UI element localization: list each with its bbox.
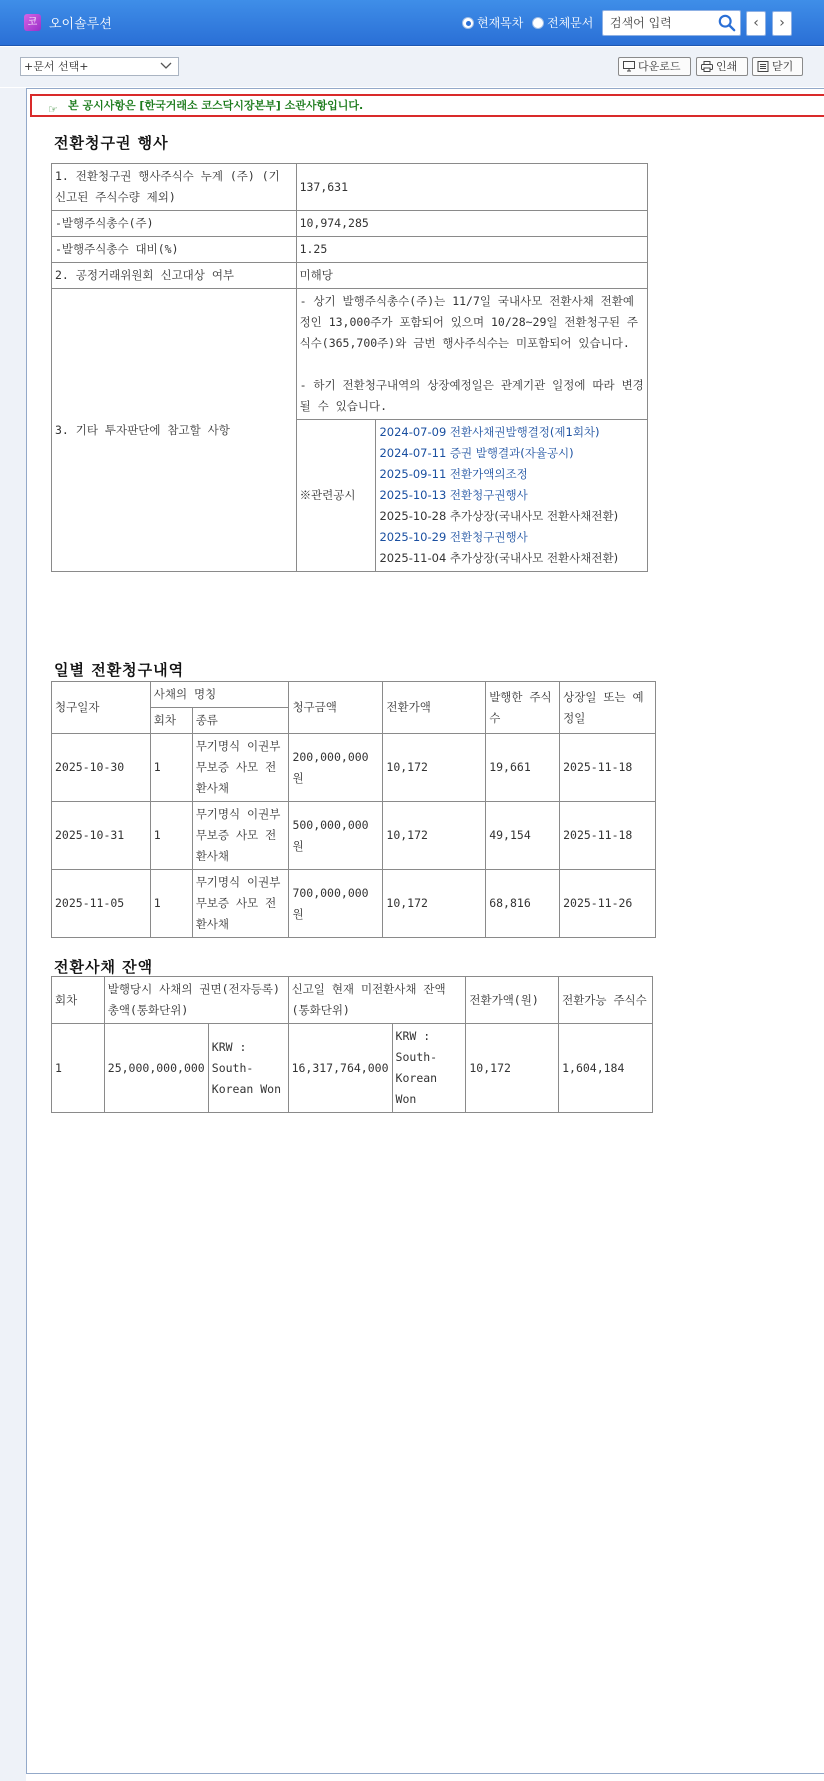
col-header: 상장일 또는 예정일 <box>560 682 656 734</box>
monitor-download-icon <box>623 61 635 72</box>
related-link[interactable]: 2024-07-11 증권 발행결과(자율공시) <box>379 446 574 460</box>
cell-kind: 무기명식 이권부 무보증 사모 전환사채 <box>192 870 289 938</box>
cell-listing: 2025-11-26 <box>560 870 656 938</box>
table-row <box>52 289 648 420</box>
cell-kind: 무기명식 이권부 무보증 사모 전환사채 <box>192 734 289 802</box>
cell-date: 2025-11-05 <box>52 870 151 938</box>
document-close-icon <box>757 61 769 72</box>
app-title: 오이솔루션 <box>49 17 112 32</box>
table-row <box>52 734 656 802</box>
related-link[interactable]: 2024-07-09 전환사채권발행결정(제1회차) <box>379 425 600 439</box>
search-icon[interactable] <box>718 14 736 32</box>
toolbar <box>0 47 824 87</box>
table-header-row <box>52 682 656 708</box>
cell-issue-amount: 25,000,000,000 <box>104 1024 208 1113</box>
col-header: 신고일 현재 미전환사채 잔액 (통화단위) <box>288 977 466 1024</box>
search-input[interactable] <box>603 11 715 35</box>
daily-claims-table <box>51 681 656 938</box>
cell-remaining-amount: 16,317,764,000 <box>288 1024 392 1113</box>
related-link[interactable]: 2025-09-11 전환가액의조정 <box>379 467 528 481</box>
col-header: 사채의 명칭 <box>150 682 289 708</box>
row-value: 미해당 <box>296 263 647 289</box>
search-box <box>602 10 741 36</box>
col-header: 발행당시 사채의 권면(전자등록)총액(통화단위) <box>104 977 288 1024</box>
table-row <box>52 1024 653 1113</box>
cell-date: 2025-10-31 <box>52 802 151 870</box>
cell-round: 1 <box>52 1024 105 1113</box>
app-logo-icon: 코 <box>24 14 41 31</box>
cell-amount: 500,000,000원 <box>289 802 383 870</box>
cell-shares: 68,816 <box>486 870 560 938</box>
cell-shares: 49,154 <box>486 802 560 870</box>
document-select-value: +문서 선택+ <box>24 60 89 73</box>
bond-balance-table <box>51 976 653 1113</box>
col-header: 전환가액 <box>383 682 486 734</box>
section-title-conversion-claim: 전환청구권 행사 <box>54 134 169 152</box>
conversion-claim-table <box>51 163 648 572</box>
related-link[interactable]: 2025-10-13 전환청구권행사 <box>379 488 528 502</box>
col-header: 회차 <box>52 977 105 1024</box>
row-label: -발행주식총수(주) <box>52 211 297 237</box>
viewer-left-margin <box>0 88 26 1781</box>
col-header: 회차 <box>150 708 192 734</box>
close-button[interactable] <box>752 57 803 76</box>
radio-checked-icon <box>462 17 474 29</box>
cell-listing: 2025-11-18 <box>560 734 656 802</box>
printer-icon <box>701 61 713 72</box>
col-header: 청구금액 <box>289 682 383 734</box>
prev-button[interactable]: ‹ <box>746 11 766 36</box>
section-title-bond-balance: 전환사채 잔액 <box>54 958 154 976</box>
cell-shares: 19,661 <box>486 734 560 802</box>
cell-round: 1 <box>150 802 192 870</box>
notice-banner <box>30 94 824 117</box>
other-notes-cell <box>296 289 647 420</box>
radio-current-toc[interactable] <box>462 14 523 31</box>
close-label: 닫기 <box>772 60 794 73</box>
row-label: 1. 전환청구권 행사주식수 누계 (주) (기 신고된 주식수량 제외) <box>52 164 297 211</box>
download-label: 다운로드 <box>638 60 681 73</box>
print-button[interactable] <box>696 57 748 76</box>
radio-all-label: 전체문서 <box>547 16 594 30</box>
cell-kind: 무기명식 이권부 무보증 사모 전환사채 <box>192 802 289 870</box>
related-link[interactable]: 2025-10-29 전환청구권행사 <box>379 530 528 544</box>
app-header <box>0 0 824 46</box>
radio-current-label: 현재목차 <box>477 16 524 30</box>
col-header: 종류 <box>192 708 289 734</box>
pointing-hand-icon: ☞ <box>48 103 58 116</box>
col-header: 발행한 주식수 <box>486 682 560 734</box>
cell-price: 10,172 <box>383 802 486 870</box>
cell-price: 10,172 <box>383 870 486 938</box>
cell-round: 1 <box>150 870 192 938</box>
col-header: 청구일자 <box>52 682 151 734</box>
table-row <box>52 211 648 237</box>
other-note-2: - 하기 전환청구내역의 상장예정일은 관계기관 일정에 따라 변경 될 수 있습니다. <box>299 378 644 413</box>
other-note-1: - 상기 발행주식총수(주)는 11/7일 국내사모 전환사채 전환예정인 13,000주가 포함되어 있으며 10/28~29일 전환청구된 주식수(365,700주)와 금번 행사주식수는 미포함되어 있습니다. <box>299 294 638 350</box>
download-button[interactable] <box>618 57 691 76</box>
cell-price: 10,172 <box>466 1024 559 1113</box>
row-label: -발행주식총수 대비(%) <box>52 237 297 263</box>
next-button[interactable]: › <box>772 11 792 36</box>
row-label: 3. 기타 투자판단에 참고할 사항 <box>52 289 297 572</box>
cell-convertible: 1,604,184 <box>559 1024 653 1113</box>
table-row <box>52 237 648 263</box>
document-select[interactable] <box>20 57 179 76</box>
table-row <box>52 263 648 289</box>
table-row <box>52 870 656 938</box>
cell-price: 10,172 <box>383 734 486 802</box>
row-value: 1.25 <box>296 237 647 263</box>
row-value: 137,631 <box>296 164 647 211</box>
row-label: 2. 공정거래위원회 신고대상 여부 <box>52 263 297 289</box>
cell-listing: 2025-11-18 <box>560 802 656 870</box>
related-item: 2025-11-04 추가상장(국내사모 전환사채전환) <box>379 551 619 565</box>
table-row <box>52 802 656 870</box>
cell-amount: 700,000,000원 <box>289 870 383 938</box>
cell-amount: 200,000,000원 <box>289 734 383 802</box>
cell-remaining-currency: KRW : South-Korean Won <box>392 1024 466 1113</box>
col-header: 전환가액(원) <box>466 977 559 1024</box>
cell-date: 2025-10-30 <box>52 734 151 802</box>
print-label: 인쇄 <box>716 60 738 73</box>
cell-round: 1 <box>150 734 192 802</box>
table-row <box>52 164 648 211</box>
table-header-row <box>52 977 653 1024</box>
related-disclosure-list <box>376 420 648 572</box>
chevron-down-icon <box>160 61 172 71</box>
cell-issue-currency: KRW : South-Korean Won <box>208 1024 288 1113</box>
radio-all-docs[interactable] <box>532 14 593 31</box>
row-value: 10,974,285 <box>296 211 647 237</box>
notice-text: 본 공시사항은 [한국거래소 코스닥시장본부] 소관사항입니다. <box>68 99 364 112</box>
related-item: 2025-10-28 추가상장(국내사모 전환사채전환) <box>379 509 619 523</box>
radio-unchecked-icon <box>532 17 544 29</box>
related-disclosure-label: ※관련공시 <box>296 420 376 572</box>
section-title-daily-claims: 일별 전환청구내역 <box>54 661 185 679</box>
col-header: 전환가능 주식수 <box>559 977 653 1024</box>
